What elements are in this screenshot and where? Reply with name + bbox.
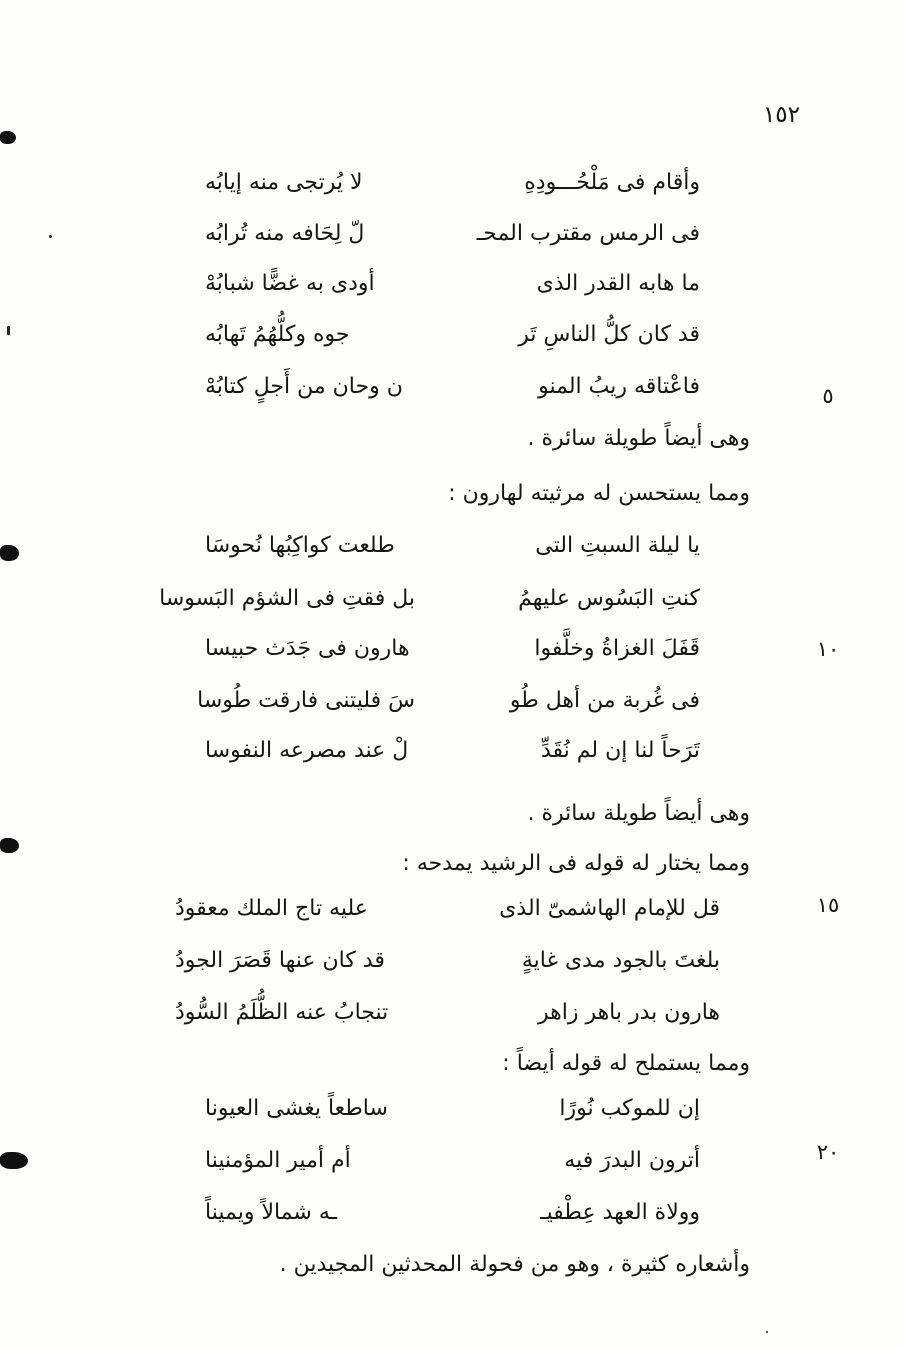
verse-second-hemistich: لّ لِحَافه منه تُرابُه (205, 221, 365, 246)
verse-first-hemistich: فى الرمس مقترب المحـ (476, 221, 700, 246)
scan-speck (766, 1331, 768, 1333)
verse-second-hemistich: طلعت كواكِبُها نُحوسَا (205, 533, 395, 558)
scan-speck (49, 235, 52, 238)
line-number: ١٠ (816, 637, 840, 661)
verse-first-hemistich: فى غُربة من أهل طُو (509, 688, 700, 713)
verse-second-hemistich: لْ عند مصرعه النفوسا (205, 738, 409, 763)
verse-first-hemistich: وولاة العهد عِطْفيـ (540, 1200, 700, 1225)
prose-line: وأشعاره كثيرة ، وهو من فحولة المحدثين المجيدين . (279, 1252, 750, 1277)
verse-first-hemistich: إن للموكب نُورًا (559, 1096, 700, 1121)
verse-second-hemistich: ن وحان من أَجلٍ كتابُهْ (205, 374, 403, 399)
scan-speck (7, 326, 10, 335)
verse-second-hemistich: ساطعاً يغشى العيونا (205, 1096, 388, 1121)
verse-second-hemistich: قد كان عنها قَصَرَ الجودُ (175, 948, 385, 973)
prose-line: وهى أيضاً طويلة سائرة . (527, 426, 750, 451)
verse-first-hemistich: كنتِ البَسُوس عليهمُ (518, 586, 700, 611)
verse-second-hemistich: ـه شمالاً ويميناً (205, 1200, 338, 1225)
verse-first-hemistich: ما هابه القدر الذى (536, 271, 700, 296)
verse-first-hemistich: قل للإمام الهاشمىّ الذى (499, 896, 720, 921)
verse-second-hemistich: أودى به غضًّا شبابُهْ (205, 271, 375, 296)
verse-second-hemistich: لا يُرتجى منه إيابُه (205, 170, 363, 195)
prose-line: وهى أيضاً طويلة سائرة . (527, 801, 750, 826)
scan-mark (0, 131, 16, 144)
verse-second-hemistich: سَ فليتنى فارقت طُوسا (197, 688, 415, 713)
verse-second-hemistich: هارون فى جَدَث حبيسا (205, 636, 410, 661)
prose-line: ومما يستملح له قوله أيضاً : (502, 1051, 750, 1076)
verse-first-hemistich: وأقام فى مَلْحُـــودِهِ (524, 170, 700, 195)
line-number: ٥ (822, 384, 834, 408)
scan-mark (0, 545, 19, 561)
verse-second-hemistich: أم أمير المؤمنينا (205, 1148, 351, 1173)
prose-line: ومما يختار له قوله فى الرشيد يمدحه : (402, 851, 750, 876)
verse-second-hemistich: تنجابُ عنه الظُّلَمُ السُّودُ (175, 1000, 389, 1025)
verse-first-hemistich: أترون البدرَ فيه (564, 1148, 700, 1173)
verse-first-hemistich: يا ليلة السبتِ التى (535, 533, 700, 558)
line-number: ٢٠ (816, 1140, 840, 1164)
line-number: ١٥ (816, 893, 840, 917)
verse-first-hemistich: فاعْتاقه ريبُ المنو (538, 374, 700, 399)
verse-second-hemistich: بل فقتِ فى الشؤم البَسوسا (159, 586, 415, 611)
verse-first-hemistich: قَفَلَ الغزاةُ وخلَّفوا (534, 636, 700, 661)
verse-first-hemistich: قد كان كلُّ الناسِ تَر (518, 322, 700, 347)
page-number: ١٥٢ (762, 102, 800, 128)
verse-second-hemistich: عليه تاج الملك معقودُ (175, 896, 368, 921)
scan-mark (0, 838, 19, 853)
verse-second-hemistich: جوه وكلُّهُمُ تَهابُه (205, 322, 350, 347)
verse-first-hemistich: تَرَحاً لنا إن لم نُقَدِّ (541, 738, 700, 763)
scan-mark (0, 1152, 28, 1169)
verse-first-hemistich: هارون بدر باهر زاهر (537, 1000, 720, 1025)
verse-first-hemistich: بلغتَ بالجود مدى غايةٍ (521, 948, 720, 973)
prose-line: ومما يستحسن له مرثيته لهارون : (448, 481, 750, 506)
